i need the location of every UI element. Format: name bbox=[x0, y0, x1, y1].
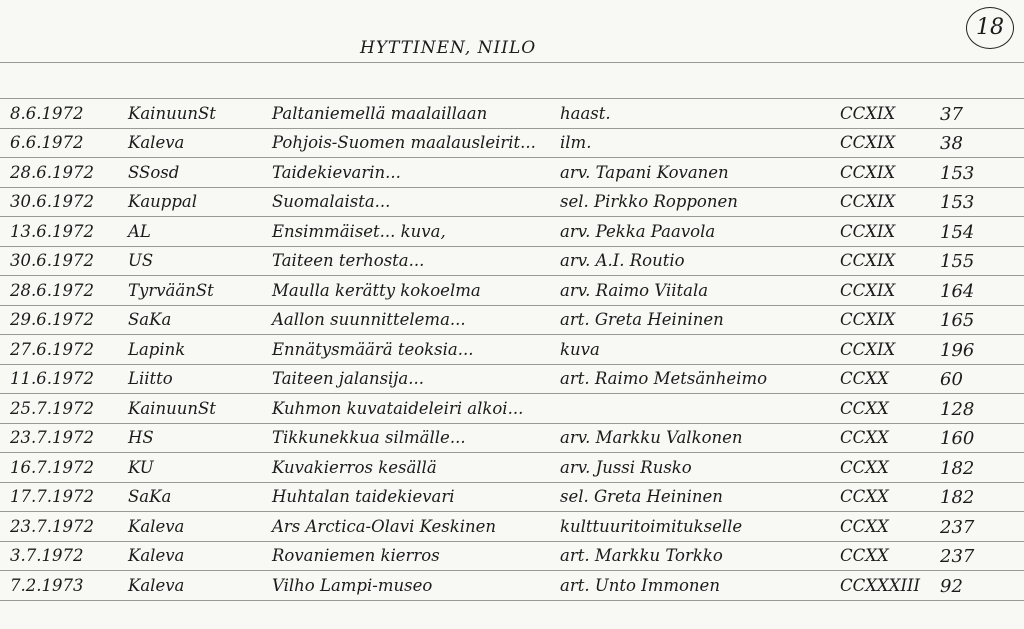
list-item bbox=[0, 310, 1024, 338]
entry-ref: CCXXXIII bbox=[840, 576, 921, 595]
ruled-line bbox=[0, 62, 1024, 63]
entry-title: Ars Arctica-Olavi Keskinen bbox=[272, 517, 497, 536]
entry-author: haast. bbox=[560, 104, 611, 123]
entry-source: HS bbox=[128, 428, 154, 447]
entry-author: sel. Greta Heininen bbox=[560, 487, 723, 506]
entry-title: Ensimmäiset... kuva, bbox=[272, 222, 446, 241]
list-item bbox=[0, 163, 1024, 191]
entry-date: 28.6.1972 bbox=[10, 281, 94, 300]
entry-author: arv. A.I. Routio bbox=[560, 251, 685, 270]
entry-date: 6.6.1972 bbox=[10, 133, 84, 152]
list-item bbox=[0, 281, 1024, 309]
entry-ref: CCXIX bbox=[840, 340, 896, 359]
entry-page: 160 bbox=[940, 428, 975, 449]
entry-ref: CCXIX bbox=[840, 281, 896, 300]
entry-page: 182 bbox=[940, 487, 975, 508]
entry-author: arv. Markku Valkonen bbox=[560, 428, 743, 447]
entry-source: SaKa bbox=[128, 310, 172, 329]
entry-page: 60 bbox=[940, 369, 963, 390]
entry-author: arv. Pekka Paavola bbox=[560, 222, 716, 241]
entry-author: art. Greta Heininen bbox=[560, 310, 724, 329]
entry-title: Suomalaista... bbox=[272, 192, 391, 211]
entry-ref: CCXX bbox=[840, 369, 889, 388]
entry-source: KainuunSt bbox=[128, 104, 216, 123]
entry-date: 3.7.1972 bbox=[10, 546, 84, 565]
entry-title: Aallon suunnittelema... bbox=[272, 310, 466, 329]
card-number-badge: 18 bbox=[966, 7, 1014, 49]
entry-source: Kaleva bbox=[128, 517, 185, 536]
entry-ref: CCXIX bbox=[840, 192, 896, 211]
entry-author: art. Unto Immonen bbox=[560, 576, 720, 595]
list-item bbox=[0, 487, 1024, 515]
entry-ref: CCXIX bbox=[840, 163, 896, 182]
entry-title: Ennätysmäärä teoksia... bbox=[272, 340, 474, 359]
entry-source: TyrväänSt bbox=[128, 281, 214, 300]
entry-ref: CCXX bbox=[840, 458, 889, 477]
entry-date: 7.2.1973 bbox=[10, 576, 84, 595]
entry-title: Paltaniemellä maalaillaan bbox=[272, 104, 488, 123]
entry-page: 38 bbox=[940, 133, 963, 154]
entry-page: 196 bbox=[940, 340, 975, 361]
entry-author: art. Markku Torkko bbox=[560, 546, 723, 565]
entry-page: 154 bbox=[940, 222, 975, 243]
entry-author: arv. Raimo Viitala bbox=[560, 281, 709, 300]
entry-title: Taiteen terhosta... bbox=[272, 251, 425, 270]
entry-title: Vilho Lampi-museo bbox=[272, 576, 433, 595]
entry-title: Rovaniemen kierros bbox=[272, 546, 440, 565]
entry-date: 23.7.1972 bbox=[10, 517, 94, 536]
list-item bbox=[0, 222, 1024, 250]
entry-source: SaKa bbox=[128, 487, 172, 506]
entry-date: 30.6.1972 bbox=[10, 192, 94, 211]
entry-page: 37 bbox=[940, 104, 963, 125]
entry-source: Kauppal bbox=[128, 192, 198, 211]
entry-source: SSosd bbox=[128, 163, 180, 182]
entry-source: Kaleva bbox=[128, 546, 185, 565]
entry-page: 153 bbox=[940, 163, 975, 184]
entry-ref: CCXIX bbox=[840, 310, 896, 329]
entry-source: KainuunSt bbox=[128, 399, 216, 418]
entry-date: 17.7.1972 bbox=[10, 487, 94, 506]
entry-date: 8.6.1972 bbox=[10, 104, 84, 123]
entry-page: 153 bbox=[940, 192, 975, 213]
entry-date: 28.6.1972 bbox=[10, 163, 94, 182]
list-item bbox=[0, 192, 1024, 220]
entry-author: arv. Tapani Kovanen bbox=[560, 163, 729, 182]
list-item bbox=[0, 251, 1024, 279]
entry-author: arv. Jussi Rusko bbox=[560, 458, 692, 477]
entry-source: Kaleva bbox=[128, 576, 185, 595]
list-item bbox=[0, 133, 1024, 161]
entry-date: 29.6.1972 bbox=[10, 310, 94, 329]
entry-date: 25.7.1972 bbox=[10, 399, 94, 418]
entry-ref: CCXX bbox=[840, 517, 889, 536]
entry-ref: CCXX bbox=[840, 428, 889, 447]
entry-ref: CCXIX bbox=[840, 251, 896, 270]
entry-title: Taidekievarin... bbox=[272, 163, 401, 182]
entry-title: Maulla kerätty kokoelma bbox=[272, 281, 481, 300]
list-item bbox=[0, 104, 1024, 132]
entry-date: 23.7.1972 bbox=[10, 428, 94, 447]
entry-source: Kaleva bbox=[128, 133, 185, 152]
entry-ref: CCXX bbox=[840, 546, 889, 565]
list-item bbox=[0, 369, 1024, 397]
list-item bbox=[0, 340, 1024, 368]
entry-page: 237 bbox=[940, 517, 975, 538]
list-item bbox=[0, 576, 1024, 604]
entry-title: Taiteen jalansija... bbox=[272, 369, 424, 388]
entry-page: 165 bbox=[940, 310, 975, 331]
entry-page: 182 bbox=[940, 458, 975, 479]
entry-page: 155 bbox=[940, 251, 975, 272]
entry-title: Tikkunekkua silmälle... bbox=[272, 428, 466, 447]
entry-page: 237 bbox=[940, 546, 975, 567]
entry-page: 92 bbox=[940, 576, 963, 597]
entry-title: Kuvakierros kesällä bbox=[272, 458, 437, 477]
entry-source: AL bbox=[128, 222, 151, 241]
entry-page: 128 bbox=[940, 399, 975, 420]
entry-source: Lapink bbox=[128, 340, 186, 359]
entry-source: US bbox=[128, 251, 154, 270]
entry-source: KU bbox=[128, 458, 154, 477]
list-item bbox=[0, 399, 1024, 427]
ruled-line bbox=[0, 98, 1024, 99]
entry-ref: CCXIX bbox=[840, 104, 896, 123]
entry-source: Liitto bbox=[128, 369, 173, 388]
entry-ref: CCXX bbox=[840, 487, 889, 506]
entry-author: sel. Pirkko Ropponen bbox=[560, 192, 738, 211]
card-header: HYTTINEN, NIILO bbox=[360, 38, 537, 58]
entry-author: kuva bbox=[560, 340, 600, 359]
entry-ref: CCXIX bbox=[840, 133, 896, 152]
entry-date: 27.6.1972 bbox=[10, 340, 94, 359]
list-item bbox=[0, 546, 1024, 574]
entry-date: 13.6.1972 bbox=[10, 222, 94, 241]
entry-date: 16.7.1972 bbox=[10, 458, 94, 477]
entry-title: Huhtalan taidekievari bbox=[272, 487, 455, 506]
entry-title: Kuhmon kuvataideleiri alkoi... bbox=[272, 399, 524, 418]
entry-author: ilm. bbox=[560, 133, 592, 152]
list-item bbox=[0, 428, 1024, 456]
entry-page: 164 bbox=[940, 281, 975, 302]
entry-title: Pohjois-Suomen maalausleirit... bbox=[272, 133, 536, 152]
list-item bbox=[0, 458, 1024, 486]
entry-date: 11.6.1972 bbox=[10, 369, 94, 388]
entry-author: kulttuuritoimitukselle bbox=[560, 517, 743, 536]
list-item bbox=[0, 517, 1024, 545]
entry-author: art. Raimo Metsänheimo bbox=[560, 369, 768, 388]
entry-ref: CCXX bbox=[840, 399, 889, 418]
entry-ref: CCXIX bbox=[840, 222, 896, 241]
entry-date: 30.6.1972 bbox=[10, 251, 94, 270]
